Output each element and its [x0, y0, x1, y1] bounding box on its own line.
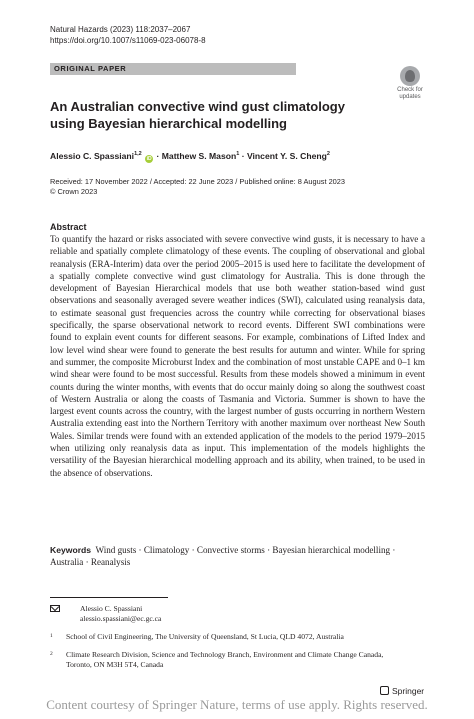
footnote-divider: [50, 597, 168, 598]
author-name[interactable]: Vincent Y. S. Cheng: [246, 151, 327, 161]
keywords-text: Wind gusts · Climatology · Convective storms · Bayesian hierarchical modelling · Australia · Reanalysis: [50, 545, 396, 568]
keywords: [50, 544, 425, 569]
orcid-icon[interactable]: iD: [146, 156, 152, 162]
journal-header: [50, 24, 206, 46]
check-for-updates-badge[interactable]: [391, 66, 427, 102]
keywords-label: Keywords: [50, 545, 92, 555]
author-name[interactable]: Matthew S. Mason: [161, 151, 237, 161]
affiliation-number: 2: [50, 651, 53, 657]
journal-citation: Natural Hazards (2023) 118:2037–2067: [50, 25, 191, 34]
doi-link[interactable]: https://doi.org/10.1007/s11069-023-06078-8: [50, 36, 206, 45]
article-type-label: ORIGINAL PAPER: [54, 64, 127, 73]
courtesy-notice: Content courtesy of Springer Nature, terms of use apply. Rights reserved.: [46, 697, 428, 712]
corresponding-author: Alessio C. Spassiani: [80, 604, 143, 613]
history-dates: Received: 17 November 2022 / Accepted: 22 June 2023 / Published online: 8 August 2023: [50, 177, 346, 186]
article-dates: [50, 177, 345, 197]
article-title: An Australian convective wind gust climatology using Bayesian hierarchical modelling: [50, 99, 345, 131]
author-name[interactable]: Alessio C. Spassiani: [50, 151, 135, 161]
envelope-icon: [50, 605, 60, 612]
author-affil: 1,2: [134, 151, 142, 157]
check-for-updates-icon: [400, 66, 420, 86]
affiliation-text: School of Civil Engineering, The University of Queensland, St Lucia, QLD 4072, Australia: [66, 632, 344, 641]
abstract-heading: Abstract: [50, 222, 87, 232]
abstract-text: To quantify the hazard or risks associated with severe convective wind gusts, it is necessary to have a reliable and spatially complete climatology of these events. The coupling of observational and global reanalysis (ERA-Interim) data over the period 2005–2015 is used here to facilitate the development of a spatially complete convective wind gust climatology for Australia. This is done through the development of Bayesian Hierarchical models that use both weather station-based wind gust observations and seasonally averaged severe weather indices (SWI), calculated using reanalysis data, to estimate seasonal gust frequencies across the country while correcting for observational biases specifically, the sparse observational network to record events. Different SWI combinations were found to explain event counts for different seasons. For example, combinations of Lifted Index and low level wind shear were found to generate the best results for autumn and winter. While for spring and summer, the composite Microburst Index and the combination of most unstable CAPE and 0–1 km wind shear were found to be most successful. Results from these models showed a minimum in event counts during the winter months, with events that do occur mainly doing so along the southwest coast of Western Australia or along the coasts of Tasmania and Victoria. Summer is shown to have the largest event counts across the country, with the largest number of gusts occurring in northern Western Australia extending east into the Northern Territory with another maximum over northeast New South Wales. Similar trends were found with an extended application of the models to the period 1979–2015 when utilizing only reanalysis data as input. This implementation of the models highlights the versatility of the Bayesian hierarchical modelling approach and its ability, when trained, to be used in the absence of observations.: [50, 234, 425, 478]
springer-horse-icon: [380, 686, 389, 695]
publisher-logo: [380, 686, 424, 697]
copyright: © Crown 2023: [50, 187, 98, 196]
author-affil: 2: [326, 151, 330, 157]
affiliation-number: 1: [50, 633, 53, 639]
affiliation-text: Climate Research Division, Science and Technology Branch, Environment and Climate Change Canada, Toronto, ON M3H 5T4, Canada: [66, 650, 384, 669]
author-affil: 1: [236, 151, 240, 157]
author-list: Alessio C. Spassiani$^{1,2}$ iD · Matthew S. Mason$^1$ · Vincent Y. S. Cheng$^2$: [50, 151, 330, 162]
publisher-name: Springer: [392, 686, 425, 696]
check-for-updates-line1: Check for: [397, 87, 423, 93]
corresponding-email[interactable]: alessio.spassiani@ec.gc.ca: [80, 614, 162, 623]
check-for-updates-line2: updates: [399, 94, 421, 100]
